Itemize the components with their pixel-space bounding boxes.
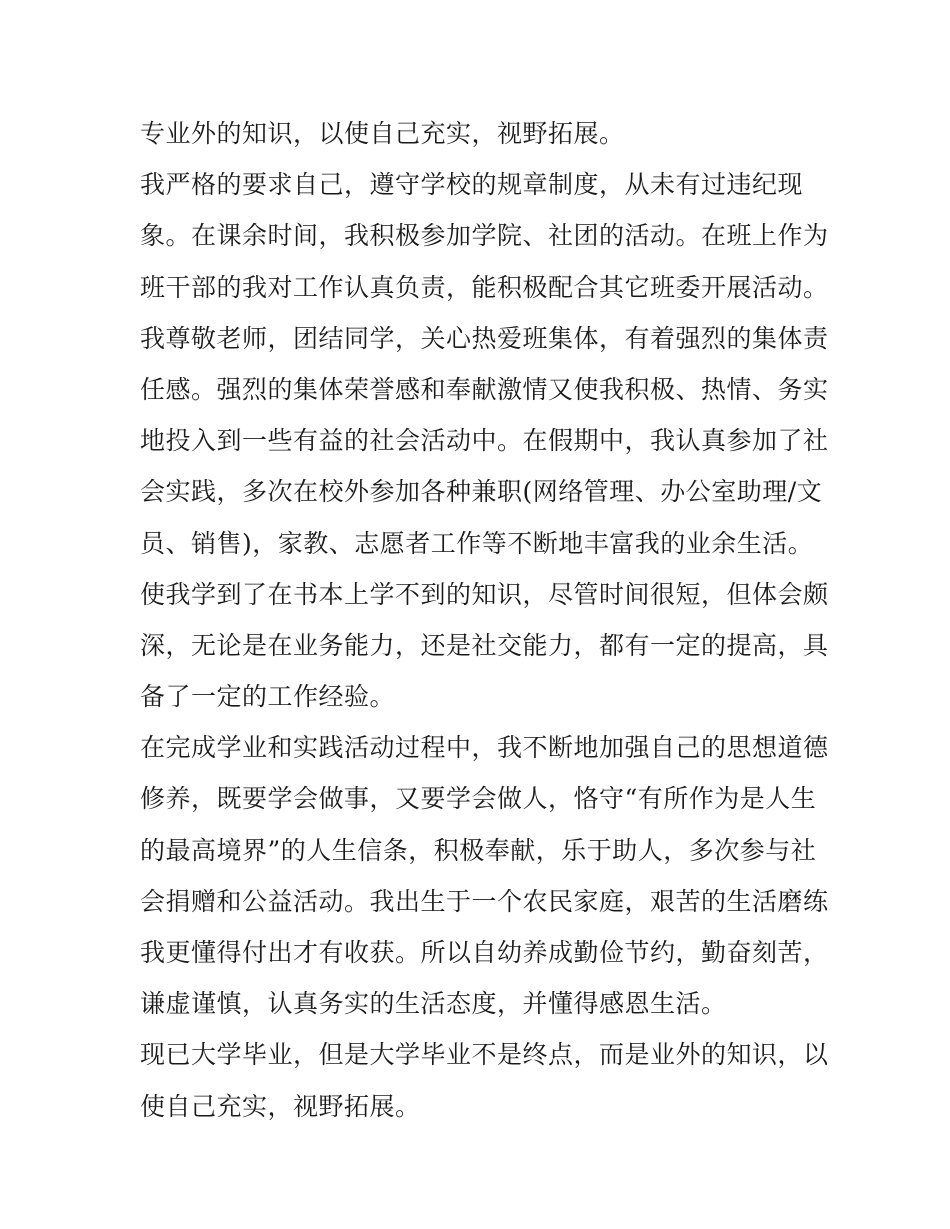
text-line-16: 会捐赠和公益活动。我出生于一个农民家庭，艰苦的生活磨练 [140,886,829,916]
text-line-11: 深，无论是在业务能力，还是社交能力，都有一定的提高，具 [140,630,829,660]
text-line-18: 谦虚谨慎，认真务实的生活态度，并懂得感恩生活。 [140,989,727,1019]
text-line-6: 任感。强烈的集体荣誉感和奉献激情又使我积极、热情、务实 [140,374,829,404]
text-line-9: 员、销售)，家教、志愿者工作等不断地丰富我的业余生活。 [140,528,814,558]
text-line-14: 修养，既要学会做事，又要学会做人，恪守“有所作为是人生 [140,784,817,814]
text-line-5: 我尊敬老师，团结同学，关心热爱班集体，有着强烈的集体责 [140,323,829,353]
text-line-7: 地投入到一些有益的社会活动中。在假期中，我认真参加了社 [140,426,829,456]
text-line-19: 现已大学毕业，但是大学毕业不是终点，而是业外的知识，以 [140,1040,829,1070]
text-line-4: 班干部的我对工作认真负责，能积极配合其它班委开展活动。 [140,272,829,302]
text-line-12: 备了一定的工作经验。 [140,682,396,712]
text-line-17: 我更懂得付出才有收获。所以自幼养成勤俭节约，勤奋刻苦， [140,938,829,967]
text-line-13: 在完成学业和实践活动过程中，我不断地加强自己的思想道德 [140,733,829,763]
text-line-10: 使我学到了在书本上学不到的知识，尽管时间很短，但体会颇 [140,579,829,609]
document-body [140,108,830,1132]
text-line-15: 的最高境界”的人生信条，积极奉献，乐于助人，多次参与社 [140,835,817,865]
text-line-8: 会实践，多次在校外参加各种兼职(网络管理、办公室助理/文 [140,477,823,507]
text-line-2: 我严格的要求自己，遵守学校的规章制度，从未有过违纪现 [140,170,804,200]
text-line-1: 专业外的知识，以使自己充实，视野拓展。 [140,119,625,148]
text-line-3: 象。在课余时间，我积极参加学院、社团的活动。在班上作为 [140,221,829,251]
text-line-20: 使自己充实，视野拓展。 [140,1091,421,1121]
